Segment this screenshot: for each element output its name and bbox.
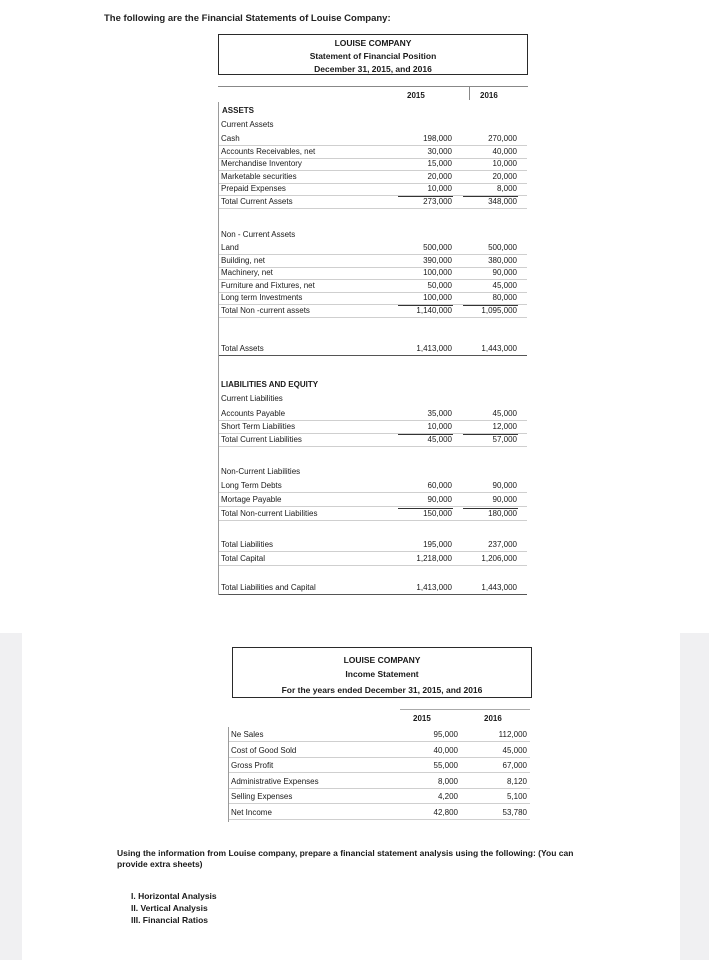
row-value-2016: 348,000 bbox=[488, 196, 517, 206]
row-value-2016: 53,780 bbox=[502, 807, 527, 817]
row-value-2016: 12,000 bbox=[492, 422, 517, 431]
total-assets-2016: 1,443,000 bbox=[481, 344, 517, 353]
row-value-2016: 1,206,000 bbox=[481, 554, 517, 563]
row-label: Total Capital bbox=[221, 554, 266, 563]
row-label: Ne Sales bbox=[231, 730, 264, 739]
sfp-col-2015: 2015 bbox=[407, 91, 425, 100]
row-label: Total Current Liabilities bbox=[221, 435, 302, 444]
row-value-2015: 60,000 bbox=[427, 481, 452, 490]
row-label: Accounts Payable bbox=[221, 409, 286, 418]
row-value-2015: 198,000 bbox=[423, 134, 452, 143]
row-value-2016: 40,000 bbox=[492, 146, 517, 156]
row-label: Cash bbox=[221, 134, 240, 143]
row-value-2016: 45,000 bbox=[492, 280, 517, 290]
row-value-2016: 80,000 bbox=[492, 293, 517, 302]
row-label: Total Current Assets bbox=[221, 196, 293, 206]
row-value-2015: 150,000 bbox=[423, 509, 452, 518]
row-value-2016: 500,000 bbox=[488, 243, 517, 252]
row-label: Total Liabilities bbox=[221, 540, 274, 549]
is-col-2016: 2016 bbox=[484, 714, 502, 723]
row-label: Selling Expenses bbox=[231, 792, 293, 801]
row-value-2016: 237,000 bbox=[488, 540, 517, 549]
task-item: I. Horizontal Analysis bbox=[131, 891, 217, 901]
is-title: Income Statement bbox=[345, 669, 419, 679]
row-label: Long term Investments bbox=[221, 293, 303, 302]
task-item: III. Financial Ratios bbox=[131, 915, 208, 925]
current-assets-heading: Current Assets bbox=[221, 120, 274, 129]
total-liab-capital-label: Total Liabilities and Capital bbox=[221, 583, 316, 592]
row-value-2016: 180,000 bbox=[488, 509, 517, 518]
row-value-2016: 90,000 bbox=[492, 495, 517, 504]
row-label: Administrative Expenses bbox=[231, 776, 319, 786]
row-label: Marketable securities bbox=[221, 171, 297, 181]
row-value-2015: 4,200 bbox=[437, 792, 458, 801]
current-liabilities-heading: Current Liabilities bbox=[221, 394, 283, 403]
row-label: Accounts Receivables, net bbox=[221, 146, 316, 156]
row-value-2015: 45,000 bbox=[427, 435, 452, 444]
sfp-title: Statement of Financial Position bbox=[309, 51, 437, 61]
is-period: For the years ended December 31, 2015, and 2016 bbox=[281, 685, 483, 695]
row-label: Short Term Liabilities bbox=[221, 422, 296, 431]
row-label: Machinery, net bbox=[221, 268, 273, 277]
row-label: Mortage Payable bbox=[221, 495, 282, 504]
assets-heading: ASSETS bbox=[222, 106, 255, 115]
row-value-2015: 1,140,000 bbox=[416, 305, 452, 315]
task-item: II. Vertical Analysis bbox=[131, 903, 208, 913]
row-value-2015: 55,000 bbox=[433, 761, 458, 770]
row-value-2016: 67,000 bbox=[502, 761, 527, 770]
row-label: Prepaid Expenses bbox=[221, 184, 286, 193]
sfp-period: December 31, 2015, and 2016 bbox=[314, 64, 432, 74]
row-value-2015: 50,000 bbox=[427, 280, 452, 290]
sfp-company: LOUISE COMPANY bbox=[334, 38, 412, 48]
row-value-2015: 500,000 bbox=[423, 243, 452, 252]
row-value-2016: 20,000 bbox=[492, 171, 517, 181]
row-label: Gross Profit bbox=[231, 761, 274, 770]
is-col-2015: 2015 bbox=[413, 714, 431, 723]
sfp-col-2016: 2016 bbox=[480, 91, 498, 100]
row-label: Land bbox=[221, 243, 239, 252]
row-value-2015: 90,000 bbox=[427, 495, 452, 504]
row-value-2015: 1,218,000 bbox=[416, 554, 452, 563]
row-value-2015: 15,000 bbox=[427, 159, 452, 168]
row-value-2016: 8,120 bbox=[506, 776, 527, 786]
total-assets-2015: 1,413,000 bbox=[416, 344, 452, 353]
row-value-2015: 273,000 bbox=[423, 196, 452, 206]
row-value-2015: 100,000 bbox=[423, 293, 452, 302]
row-label: Net Income bbox=[231, 807, 272, 817]
row-label: Furniture and Fixtures, net bbox=[221, 280, 315, 290]
row-value-2016: 5,100 bbox=[506, 792, 527, 801]
row-value-2016: 112,000 bbox=[498, 730, 527, 739]
row-value-2016: 380,000 bbox=[488, 255, 517, 265]
row-label: Long Term Debts bbox=[221, 481, 282, 490]
row-value-2016: 8,000 bbox=[496, 184, 517, 193]
row-value-2016: 90,000 bbox=[492, 268, 517, 277]
row-value-2015: 42,800 bbox=[433, 807, 458, 817]
row-value-2016: 10,000 bbox=[492, 159, 517, 168]
noncurrent-liabilities-heading: Non-Current Liabilities bbox=[221, 467, 301, 476]
is-company: LOUISE COMPANY bbox=[343, 655, 421, 665]
row-label: Total Non -current assets bbox=[221, 305, 310, 315]
row-value-2015: 40,000 bbox=[433, 745, 458, 755]
total-liab-capital-2015: 1,413,000 bbox=[416, 583, 452, 592]
row-value-2015: 390,000 bbox=[423, 255, 452, 265]
row-value-2016: 270,000 bbox=[488, 134, 517, 143]
total-liab-capital-2016: 1,443,000 bbox=[481, 583, 517, 592]
row-value-2015: 20,000 bbox=[427, 171, 452, 181]
row-label: Cost of Good Sold bbox=[231, 745, 297, 755]
noncurrent-assets-heading: Non - Current Assets bbox=[221, 230, 296, 239]
row-label: Building, net bbox=[221, 255, 266, 265]
row-value-2016: 45,000 bbox=[502, 745, 527, 755]
row-value-2015: 8,000 bbox=[437, 776, 458, 786]
liabilities-heading: LIABILITIES AND EQUITY bbox=[221, 380, 319, 389]
row-value-2016: 1,095,000 bbox=[481, 305, 517, 315]
row-value-2015: 95,000 bbox=[433, 730, 458, 739]
row-value-2015: 10,000 bbox=[427, 184, 452, 193]
instructions: Using the information from Louise company, prepare a financial statement analysis using the following: (You can provide extra sheets) bbox=[117, 848, 574, 870]
row-value-2016: 57,000 bbox=[492, 435, 517, 444]
row-label: Merchandise Inventory bbox=[221, 159, 302, 168]
total-assets-label: Total Assets bbox=[221, 344, 264, 353]
row-value-2016: 90,000 bbox=[492, 481, 517, 490]
lower-page bbox=[22, 633, 680, 960]
intro-text: The following are the Financial Statements of Louise Company: bbox=[104, 13, 391, 24]
row-value-2015: 30,000 bbox=[427, 146, 452, 156]
row-value-2015: 10,000 bbox=[427, 422, 452, 431]
row-value-2015: 35,000 bbox=[427, 409, 452, 418]
row-label: Total Non-current Liabilities bbox=[221, 509, 318, 518]
row-value-2016: 45,000 bbox=[492, 409, 517, 418]
row-value-2015: 195,000 bbox=[423, 540, 452, 549]
row-value-2015: 100,000 bbox=[423, 268, 452, 277]
